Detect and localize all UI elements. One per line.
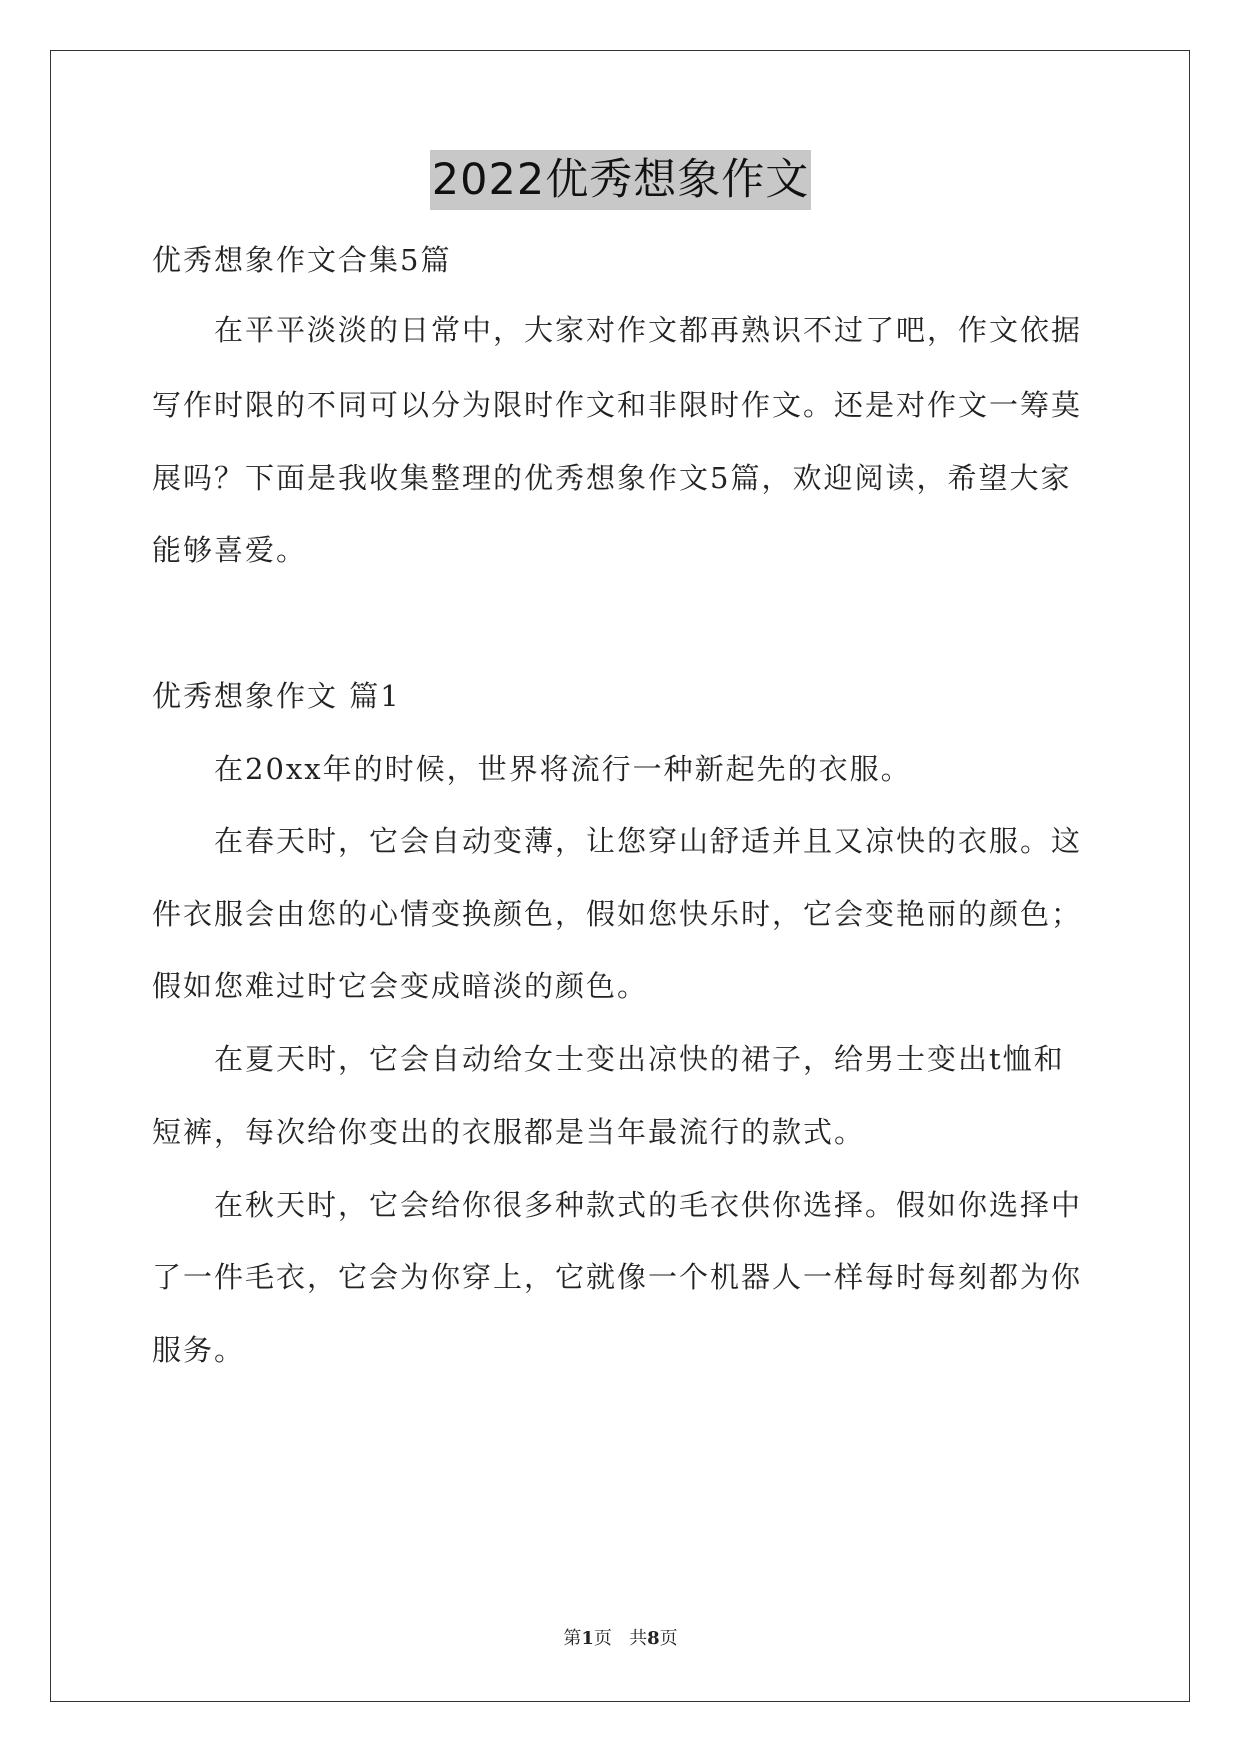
body-line-1: 在20xx年的时候，世界将流行一种新起先的衣服。: [214, 752, 912, 786]
section-heading: 优秀想象作文 篇1: [152, 679, 401, 713]
page-number-footer: [0, 1626, 1241, 1652]
intro-line-2: 写作时限的不同可以分为限时作文和非限时作文。还是对作文一筹莫: [152, 388, 1083, 422]
body-line-3: 件衣服会由您的心情变换颜色，假如您快乐时，它会变艳丽的颜色；: [152, 897, 1083, 931]
total-pages: 8: [647, 1628, 660, 1649]
collection-subtitle: 优秀想象作文合集5篇: [152, 243, 452, 277]
intro-line-3: 展吗？下面是我收集整理的优秀想象作文5篇，欢迎阅读，希望大家: [152, 461, 1072, 495]
body-line-2: 在春天时，它会自动变薄，让您穿山舒适并且又凉快的衣服。这: [214, 824, 1083, 858]
intro-line-1: 在平平淡淡的日常中，大家对作文都再熟识不过了吧，作文依据: [214, 313, 1083, 347]
body-line-5: 在夏天时，它会自动给女士变出凉快的裙子，给男士变出t恤和: [214, 1042, 1065, 1076]
page-border: [50, 50, 1190, 1702]
body-line-8: 了一件毛衣，它会为你穿上，它就像一个机器人一样每时每刻都为你: [152, 1260, 1083, 1294]
document-title: 2022优秀想象作文: [430, 150, 811, 210]
intro-line-4: 能够喜爱。: [152, 533, 308, 567]
body-line-4: 假如您难过时它会变成暗淡的颜色。: [152, 969, 649, 1003]
page-prefix: 第: [563, 1628, 582, 1649]
page-mid: 页 共: [593, 1628, 648, 1649]
current-page: 1: [581, 1628, 594, 1649]
body-line-7: 在秋天时，它会给你很多种款式的毛衣供你选择。假如你选择中: [214, 1188, 1083, 1222]
title-container: [0, 150, 1241, 210]
page-suffix: 页: [659, 1628, 678, 1649]
body-line-9: 服务。: [152, 1333, 246, 1367]
body-line-6: 短裤，每次给你变出的衣服都是当年最流行的款式。: [152, 1115, 866, 1149]
